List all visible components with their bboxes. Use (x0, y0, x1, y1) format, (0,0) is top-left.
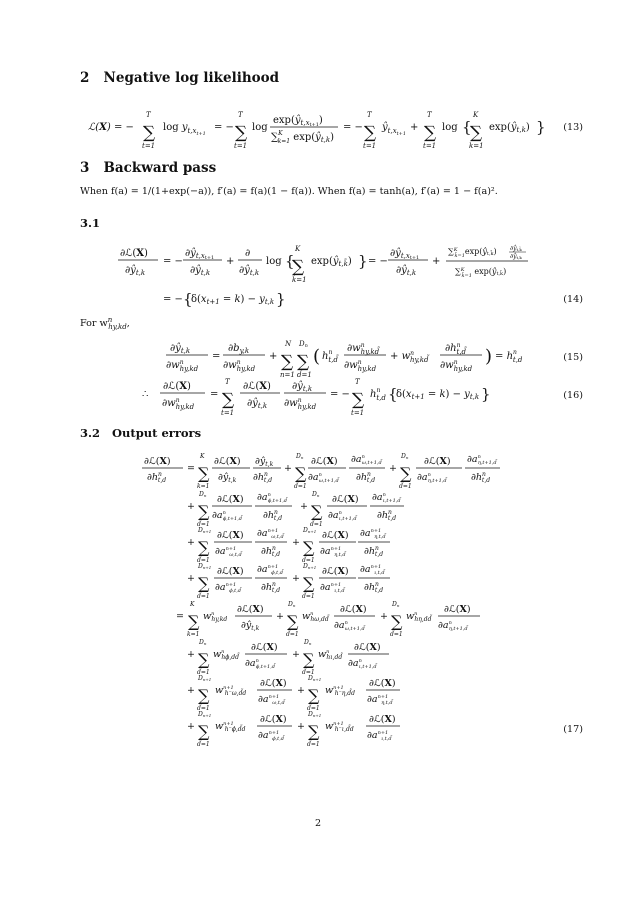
svg-text:∂hnt,d: $\partial h^n$ t,d (364, 581, 384, 594)
svg-text:∂ℒ(X): ∂ℒ(X) (354, 642, 381, 653)
svg-text:= −: = − (214, 122, 234, 133)
svg-text:k=1: k=1 (469, 142, 484, 150)
svg-text:∂ŷt,xt+1: $\partial ŷ_{t,x}t+1$ (390, 248, 420, 261)
svg-text:∑: ∑ (303, 538, 315, 557)
svg-text:∂ŷt,k: $\partial ŷ_{t,k}$ (396, 265, 417, 277)
section-number: 3 (80, 160, 90, 176)
svg-text:∑Kk̃=1exp(ŷt,k̃): ∑$^K$ k̃=1exp(ŷt,k̃) (448, 247, 497, 259)
svg-text:∂ℒ(X): ∂ℒ(X) (237, 604, 264, 615)
svg-text:∑: ∑ (352, 390, 365, 410)
eq17-line-5 (176, 601, 480, 638)
svg-text:d̃=1: d̃=1 (197, 741, 210, 748)
svg-text:∂ŷt,xt+1: $\partial ŷ_{t,x}t+1$ (185, 248, 215, 261)
svg-text:Dn+1: Dn+1 (308, 675, 322, 682)
svg-text:∂hnt,d: $\partial h^n$ t,d (263, 509, 283, 522)
svg-text:∂ℒ(X): ∂ℒ(X) (214, 456, 241, 467)
svg-text:∂anη,t+1,d̃: $\partial a^n$ η,t+1,d̃ (467, 454, 497, 466)
svg-text:ŷt,xt+1: $ŷ_{t,xt+1}$ (382, 122, 407, 137)
svg-text:∂ŷt,k: $\partial ŷ_{t,k}$ (239, 265, 260, 277)
svg-text:∂an+1ι,t,d̃: $\partial a^{n+1}$ ι,t,d̃ (360, 564, 385, 576)
w-subscript: hy,kd (108, 323, 127, 332)
svg-text:∑: ∑ (222, 390, 235, 410)
svg-text:d̃=1: d̃=1 (197, 557, 210, 564)
svg-text:∂ŷt,k: $\partial ŷ_{t,k}$ (241, 620, 260, 632)
svg-text:+: + (410, 122, 419, 133)
svg-text:+: + (292, 573, 300, 584)
svg-text:∂wnhy,kd: $\partial w^n$ hy,kd (223, 359, 256, 373)
svg-text:Dn: Dn (199, 639, 207, 646)
svg-text:d̃=1: d̃=1 (302, 593, 315, 600)
svg-text:∂ℒ(X): ∂ℒ(X) (369, 714, 396, 725)
eq17-line-6 (187, 639, 389, 676)
svg-text:∂wnhy,kd: $\partial w^n$ hy,kd (162, 397, 195, 411)
svg-text:=: = (176, 611, 184, 622)
svg-text:∂anω,t+1,d̃: $\partial a^n$ ω,t+1,d̃ (308, 472, 339, 484)
svg-text:Dn: Dn (401, 453, 409, 460)
svg-text:}: } (276, 290, 286, 308)
svg-text:wnhω,dd̃: $w^n$ hω,dd̃ (302, 611, 329, 623)
svg-text:∑: ∑ (198, 502, 210, 521)
svg-text:∂an+1ω,t,d̃: $\partial a^{n+1}$ ω,t,d̃ (257, 528, 284, 540)
svg-text:exp(ŷt,xt+1): $\exp(ŷ_{t,x}t+1)$ (273, 115, 323, 128)
svg-text:+: + (276, 611, 284, 622)
svg-text:d̃=1: d̃=1 (294, 483, 307, 490)
svg-text:d̃=1: d̃=1 (297, 371, 312, 379)
section-title: Output errors (112, 426, 202, 440)
svg-text:Dn: Dn (392, 601, 400, 608)
svg-text:∂anι,t+1,d̃: $\partial a^n$ ι,t+1,d̃ (372, 492, 401, 504)
svg-text:∂hnt,d: $\partial h^n$ t,d (356, 471, 376, 484)
svg-text:Dn: Dn (312, 491, 320, 498)
svg-text:∑: ∑ (198, 538, 210, 557)
svg-text:): ) (485, 346, 493, 367)
svg-text:+: + (187, 721, 195, 732)
svg-text:∂an+1ι,t,d̃: $\partial a^{n+1}$ ι,t,d̃ (367, 730, 392, 742)
svg-text:∑: ∑ (311, 502, 323, 521)
svg-text:∂an+1η,t,d̃: $\partial a^{n+1}$ η,t,d̃ (360, 528, 386, 540)
svg-text:∂wnhy,kd: $\partial w^n$ hy,kd (440, 359, 473, 373)
svg-text:T: T (355, 378, 360, 386)
svg-text:∴: ∴ (142, 389, 149, 400)
svg-text:∂: ∂ (245, 248, 251, 259)
equation-label: (16) (563, 390, 583, 401)
svg-text:t=1: t=1 (351, 409, 365, 417)
svg-text:T: T (146, 111, 151, 119)
svg-text:}: } (358, 252, 368, 270)
section-number: 3.2 (80, 426, 101, 440)
svg-text:∂hnt,d: $\partial h^n$ t,d (364, 545, 384, 558)
svg-text:+: + (297, 685, 305, 696)
svg-text:{: { (462, 118, 472, 136)
svg-text:∂hnt,d: $\partial h^n$ t,d (377, 509, 397, 522)
svg-text:K: K (473, 111, 479, 119)
svg-text:∂an+1η,t,d̃: $\partial a^{n+1}$ η,t,d̃ (320, 546, 346, 558)
svg-text:∑: ∑ (198, 722, 210, 741)
svg-text:∂hnt,d: $\partial h^n$ t,d (261, 581, 281, 594)
svg-text:+: + (380, 611, 388, 622)
svg-text:=: = (210, 389, 219, 400)
svg-text:∑: ∑ (143, 123, 156, 143)
svg-text:wnhη,dd̃: $w^n$ hη,dd̃ (406, 611, 432, 623)
equation-13 (0, 100, 638, 160)
svg-text:d̃=1: d̃=1 (197, 669, 210, 676)
svg-text:∑: ∑ (198, 464, 210, 483)
svg-text:= −: = − (163, 256, 183, 267)
svg-text:∂ŷt,k: $\partial ŷ_{t,k}$ (218, 472, 237, 484)
svg-text:+: + (187, 537, 195, 548)
svg-text:= −: = − (330, 389, 350, 400)
svg-text:exp(ŷt,k): $\exp(ŷ_{t,k})$ (489, 122, 530, 134)
svg-text:d̃=1: d̃=1 (310, 521, 323, 528)
svg-text:∂wnhy,kd̃: $\partial w^n$ hy,kd̃ (347, 342, 380, 356)
svg-text:Dn+1: Dn+1 (303, 563, 317, 570)
svg-text:∑: ∑ (198, 574, 210, 593)
svg-text:Dn: Dn (288, 601, 296, 608)
svg-text:+: + (187, 501, 195, 512)
svg-text:∑: ∑ (198, 686, 210, 705)
svg-text:∂an+1ϕ,t,d̃: $\partial a^{n+1}$ ϕ,t,d̃ (258, 730, 284, 742)
svg-text:∂ℒ(X): ∂ℒ(X) (217, 494, 244, 505)
svg-text:d̃=1: d̃=1 (390, 631, 403, 638)
svg-text:d̃=1: d̃=1 (197, 705, 210, 712)
svg-text:∂ŷt,k: $\partial ŷ_{t,k}$ (292, 381, 313, 393)
svg-text:∂hnt,d: $\partial h^n$ t,d (471, 471, 491, 484)
svg-text:∑: ∑ (281, 352, 294, 372)
page-number: 2 (315, 818, 322, 829)
equation-label: (15) (563, 352, 583, 363)
svg-text:∑: ∑ (292, 257, 305, 277)
svg-text:Dn+1: Dn+1 (198, 675, 212, 682)
equation-14 (0, 238, 638, 313)
svg-text:∂anω,t+1,d̃: $\partial a^n$ ω,t+1,d̃ (334, 620, 365, 632)
svg-text:k̃=1: k̃=1 (292, 276, 307, 284)
svg-text:∂ℒ(X): ∂ℒ(X) (369, 678, 396, 689)
svg-text:∂an+1η,t,d̃: $\partial a^{n+1}$ η,t,d̃ (367, 694, 393, 706)
svg-text:k=1: k=1 (187, 631, 200, 638)
equation-label: (13) (563, 122, 583, 133)
svg-text:wnhy,kd: $w^n$ hy,kd (203, 611, 228, 623)
svg-text:∑: ∑ (424, 123, 437, 143)
svg-text:Dn+1: Dn+1 (198, 527, 212, 534)
svg-text:+: + (284, 463, 292, 474)
svg-text:t=1: t=1 (221, 409, 235, 417)
svg-text:+: + (300, 501, 308, 512)
svg-text:Dn: Dn (296, 453, 304, 460)
svg-text:∑: ∑ (287, 612, 299, 631)
svg-text:∂wnhy,kd: $\partial w^n$ hy,kd (344, 359, 377, 373)
svg-text:∑: ∑ (364, 123, 377, 143)
section-3-heading (80, 160, 216, 176)
section-number: 2 (80, 70, 90, 86)
svg-text:∂ℒ(X): ∂ℒ(X) (163, 381, 191, 392)
svg-text:∂anω,t+1,d̃: $\partial a^n$ ω,t+1,d̃ (351, 454, 382, 466)
svg-text:∂ℒ(X): ∂ℒ(X) (322, 530, 349, 541)
svg-text:wn+1h⁻ω,d̃d: $w^{n+1}$ h⁻ω,d̃d (215, 685, 247, 697)
svg-text:t=1: t=1 (234, 142, 248, 150)
svg-text:d̃=1: d̃=1 (286, 631, 299, 638)
equation-label: (17) (563, 724, 583, 735)
svg-text:d̃=1: d̃=1 (307, 705, 320, 712)
svg-text:d̃=1: d̃=1 (399, 483, 412, 490)
svg-text:∂ℒ(X): ∂ℒ(X) (217, 566, 244, 577)
svg-text:∂by,k: $\partial b_{y,k}$ (228, 343, 250, 355)
svg-text:T: T (367, 111, 372, 119)
svg-text:∂ŷt,k̃: ∂ŷt,k̃ (510, 245, 522, 252)
eq17-line-2 (187, 491, 404, 528)
svg-text:K: K (200, 453, 205, 460)
svg-text:wnhι,dd̃: $w^n$ hι,dd̃ (318, 649, 343, 661)
svg-text:∑Kk=1 exp(ŷt,k): ∑$^K$ k=1 $\exp(ŷ_{t,k})$ (271, 130, 334, 145)
svg-text:d̃=1: d̃=1 (197, 593, 210, 600)
svg-text:∂an+1ι,t,d̃: $\partial a^{n+1}$ ι,t,d̃ (320, 582, 345, 594)
svg-text:∂ℒ(X): ∂ℒ(X) (444, 604, 471, 615)
eq17-line-7 (187, 675, 400, 712)
svg-text:K: K (190, 601, 195, 608)
svg-text:hnt,d̃: $h^n$ t,d̃ (322, 349, 338, 364)
svg-text:Dn+1: Dn+1 (198, 711, 212, 718)
svg-text:∂ℒ(X): ∂ℒ(X) (424, 456, 451, 467)
section-title: Negative log likelihood (103, 70, 280, 86)
svg-text:δ(xt+1 = k) − yt,k: $\delta(x_{t+1} = k) - y_{t,k}$ (191, 294, 275, 306)
svg-text:∂ℒ(X): ∂ℒ(X) (144, 456, 171, 467)
svg-text:∂ℒ(X): ∂ℒ(X) (260, 678, 287, 689)
svg-text:∂anη,t+1,d̃: $\partial a^n$ η,t+1,d̃ (438, 620, 468, 632)
for-w-prefix: For w (80, 318, 108, 330)
svg-text:= hnt,d: = $h^n$ t,d (495, 349, 523, 364)
svg-text:t=1: t=1 (423, 142, 437, 150)
svg-text:{: { (388, 385, 398, 403)
section-2-heading (80, 70, 279, 86)
svg-text:= −: = − (163, 294, 183, 305)
svg-text:Dn+1: Dn+1 (198, 563, 212, 570)
subsection-3-2-heading (80, 426, 201, 440)
section-number: 3.1 (80, 216, 101, 230)
svg-text:= −: = − (343, 122, 363, 133)
for-w-text (80, 316, 130, 331)
svg-text:{: { (183, 290, 193, 308)
svg-text:}: } (536, 118, 546, 136)
svg-text:∑: ∑ (308, 686, 320, 705)
svg-text:d̃=1: d̃=1 (302, 557, 315, 564)
svg-text:Dn: Dn (304, 639, 312, 646)
svg-text:K: K (295, 245, 301, 253)
section-title: Backward pass (103, 160, 217, 176)
svg-text:N: N (285, 340, 292, 348)
section-3-intro: When f(a) = 1/(1+exp(−a)), f′(a) = f(a)(1 − f(a)). When f(a) = tanh(a), f′(a) = 1 − f(a)². (80, 186, 498, 197)
eq17-line-4 (187, 563, 390, 600)
svg-text:+: + (297, 721, 305, 732)
svg-text:∑: ∑ (303, 650, 315, 669)
svg-text:∑: ∑ (400, 464, 412, 483)
svg-text:T: T (225, 378, 230, 386)
svg-text:∂ℒ(X): ∂ℒ(X) (260, 714, 287, 725)
svg-text:∂ℒ(X): ∂ℒ(X) (340, 604, 367, 615)
svg-text:}: } (481, 385, 491, 403)
svg-text:+ wnhy,kd̃: + $w^n$ hy,kd̃ (390, 350, 429, 364)
svg-text:∂an+1ω,t,d̃: $\partial a^{n+1}$ ω,t,d̃ (215, 546, 242, 558)
svg-text:∂ŷt,k: $\partial ŷ_{t,k}$ (247, 398, 268, 410)
eq17-line-3 (187, 527, 390, 564)
svg-text:∂ℒ(X): ∂ℒ(X) (243, 381, 271, 392)
svg-text:d̃=1: d̃=1 (302, 669, 315, 676)
w-superscript: n (107, 316, 113, 324)
svg-text:=: = (212, 351, 221, 362)
svg-text:∂hnt,d̃: $\partial h^n$ t,d̃ (445, 342, 467, 356)
svg-text:+: + (269, 351, 278, 362)
svg-text:wn+1h⁻η,d̃d: $w^{n+1}$ h⁻η,d̃d (325, 685, 355, 697)
svg-text:hnt,d: $h^n$ t,d (370, 387, 386, 402)
eq17-line-8 (187, 711, 400, 748)
eq17-line-1 (142, 453, 500, 490)
svg-text:∂an+1ϕ,t,d̃: $\partial a^{n+1}$ ϕ,t,d̃ (215, 582, 241, 594)
svg-text:log yt,xt+1: $\log y_{t,xt+1}$ (163, 122, 206, 137)
svg-text:T: T (427, 111, 432, 119)
equation-16 (0, 373, 638, 418)
svg-text:∂anι,t+1,d̃: $\partial a^n$ ι,t+1,d̃ (348, 658, 377, 670)
svg-text:d̃=1: d̃=1 (197, 521, 210, 528)
svg-text:∑: ∑ (295, 464, 307, 483)
svg-text:k=1: k=1 (197, 483, 210, 490)
svg-text:∂an+1ω,t,d̃: $\partial a^{n+1}$ ω,t,d̃ (258, 694, 285, 706)
equation-label: (14) (563, 294, 583, 305)
svg-text:∂hnt,d: $\partial h^n$ t,d (147, 471, 167, 484)
svg-text:∂ŷt,k: $\partial ŷ_{t,k}$ (125, 265, 146, 277)
svg-text:t=1: t=1 (363, 142, 377, 150)
svg-text:+: + (292, 649, 300, 660)
svg-text:Dn+1: Dn+1 (308, 711, 322, 718)
svg-text:∂ŷt,k: $\partial ŷ_{t,k}$ (255, 456, 274, 468)
svg-text:+: + (187, 685, 195, 696)
svg-text:∂ℒ(X): ∂ℒ(X) (332, 494, 359, 505)
svg-text:log: log (252, 122, 268, 133)
svg-text:∂wnhy,kd: $\partial w^n$ hy,kd (166, 359, 199, 373)
svg-text:∑: ∑ (303, 574, 315, 593)
svg-text:+: + (432, 256, 441, 267)
svg-text:+: + (292, 537, 300, 548)
svg-text:∑: ∑ (235, 123, 248, 143)
svg-text:∂an+1ϕ,t,d̃: $\partial a^{n+1}$ ϕ,t,d̃ (257, 564, 283, 576)
svg-text:+: + (389, 463, 397, 474)
svg-text:∂ŷt,k: ∂ŷt,k (510, 253, 522, 260)
svg-text:∂ℒ(X): ∂ℒ(X) (311, 456, 338, 467)
svg-text:Dn: Dn (299, 340, 308, 349)
svg-text:= −: = − (368, 256, 388, 267)
svg-text:Dn+1: Dn+1 (303, 527, 317, 534)
svg-text:∑: ∑ (297, 352, 310, 372)
svg-text:∑: ∑ (391, 612, 403, 631)
svg-text:log: log (442, 122, 458, 133)
svg-text:{: { (285, 252, 295, 270)
svg-text:∑: ∑ (188, 612, 200, 631)
svg-text:∂ℒ(X): ∂ℒ(X) (322, 566, 349, 577)
svg-text:exp(ŷt,k̃): $\exp(ŷ_{t,k̃})$ (311, 256, 352, 268)
svg-text:t=1: t=1 (142, 142, 156, 150)
svg-text:T: T (238, 111, 243, 119)
svg-text:∂ŷt,k: $\partial ŷ_{t,k}$ (190, 265, 211, 277)
for-w-suffix: , (126, 318, 130, 330)
svg-text:wn+1h⁻ι,d̃d: $w^{n+1}$ h⁻ι,d̃d (325, 721, 354, 733)
svg-text:∂ℒ(X): ∂ℒ(X) (120, 248, 148, 259)
svg-text:wn+1h⁻ϕ,d̃d: $w^{n+1}$ h⁻ϕ,d̃d (215, 721, 246, 733)
svg-text:Dn: Dn (199, 491, 207, 498)
equation-17 (0, 448, 638, 778)
subsection-3-1-heading (80, 216, 100, 230)
svg-text:∂anι,t+1,d̃: $\partial a^n$ ι,t+1,d̃ (328, 510, 357, 522)
svg-text:∑: ∑ (308, 722, 320, 741)
svg-text:∂wnhy,kd: $\partial w^n$ hy,kd (284, 397, 317, 411)
svg-text:(: ( (313, 346, 321, 367)
svg-text:∂ℒ(X): ∂ℒ(X) (217, 530, 244, 541)
svg-text:d̃=1: d̃=1 (307, 741, 320, 748)
svg-text:δ(xt+1 = k) − yt,k: $\delta(x_{t+1} = k) - y_{t,k}$ (396, 389, 480, 401)
svg-text:∂ŷt,k: $\partial ŷ_{t,k}$ (170, 343, 191, 355)
svg-text:∂ℒ(X): ∂ℒ(X) (251, 642, 278, 653)
svg-text:=: = (187, 463, 195, 474)
svg-text:∑: ∑ (198, 650, 210, 669)
svg-text:∂anϕ,t+1,d̃: $\partial a^n$ ϕ,t+1,d̃ (212, 510, 242, 522)
svg-text:∂anϕ,t+1,d̃: $\partial a^n$ ϕ,t+1,d̃ (257, 492, 287, 504)
svg-text:∂hnt,d: $\partial h^n$ t,d (253, 471, 273, 484)
svg-text:wnhϕ,dd̃: $w^n$ hϕ,dd̃ (213, 649, 239, 661)
svg-text:log: log (266, 256, 282, 267)
svg-text:+: + (187, 573, 195, 584)
svg-text:ℒ(X) = −: ℒ(X) = − (88, 122, 134, 133)
svg-text:n=1: n=1 (280, 371, 295, 379)
svg-text:+: + (226, 256, 235, 267)
svg-text:∂anη,t+1,d̃: $\partial a^n$ η,t+1,d̃ (417, 472, 447, 484)
svg-text:∂anϕ,t+1,d̃: $\partial a^n$ ϕ,t+1,d̃ (245, 658, 275, 670)
svg-text:∂hnt,d: $\partial h^n$ t,d (261, 545, 281, 558)
svg-text:+: + (187, 649, 195, 660)
svg-text:∑: ∑ (470, 123, 483, 143)
svg-text:∑Kk̃=1 exp(ŷt,k̃): ∑$^K$ k̃=1 exp(ŷt,k̃) (455, 267, 507, 279)
